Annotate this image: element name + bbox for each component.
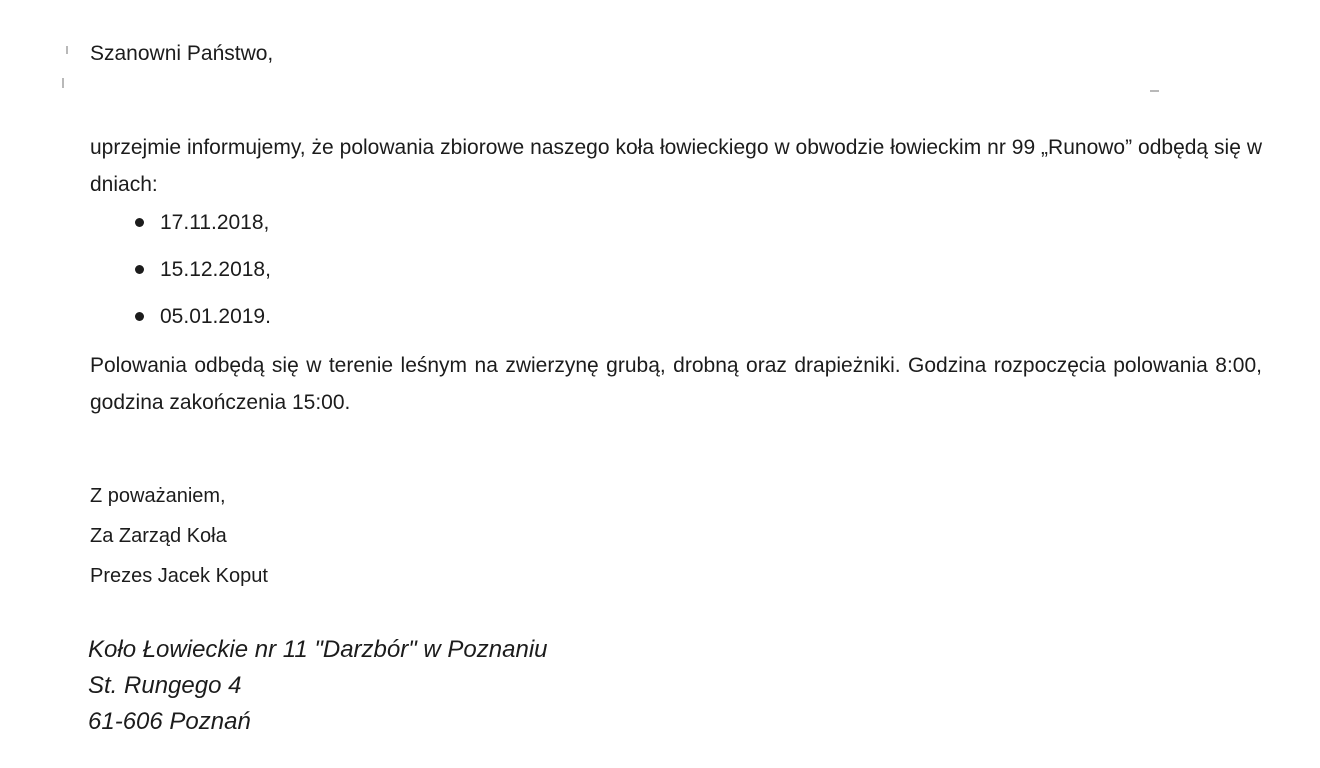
closing-regards: Z poważaniem, [90,485,226,507]
club-street: St. Rungego 4 [88,672,242,699]
hunt-date: 17.11.2018, [160,211,270,234]
scan-mark [1150,90,1159,92]
scan-mark [66,46,68,54]
hunt-date: 05.01.2019. [160,305,271,328]
intro-paragraph: uprzejmie informujemy, że polowania zbiorowe naszego koła łowieckiego w obwodzie łowieckim nr 99 „Runowo” odbędą się w dniach: [90,136,1262,196]
bullet-icon [135,218,144,227]
closing-signatory: Prezes Jacek Koput [90,565,268,587]
list-item [134,302,271,349]
bullet-icon [135,265,144,274]
closing-block [90,476,268,596]
list-item [134,208,271,255]
club-name: Koło Łowieckie nr 11 "Darzbór" w Poznaniu [88,636,548,663]
hunt-date: 15.12.2018, [160,258,271,281]
address-block [88,632,548,740]
bullet-icon [135,312,144,321]
greeting: Szanowni Państwo, [90,42,274,65]
list-item [134,255,271,302]
hunt-dates-list [134,208,271,349]
closing-on-behalf: Za Zarząd Koła [90,525,227,547]
club-city: 61-606 Poznań [88,708,251,735]
scan-mark [62,78,64,88]
hunt-info-paragraph: Polowania odbędą się w terenie leśnym na zwierzynę grubą, drobną oraz drapieżniki. Godzina rozpoczęcia polowania 8:00, godzina zakończenia 15:00. [90,354,1262,414]
